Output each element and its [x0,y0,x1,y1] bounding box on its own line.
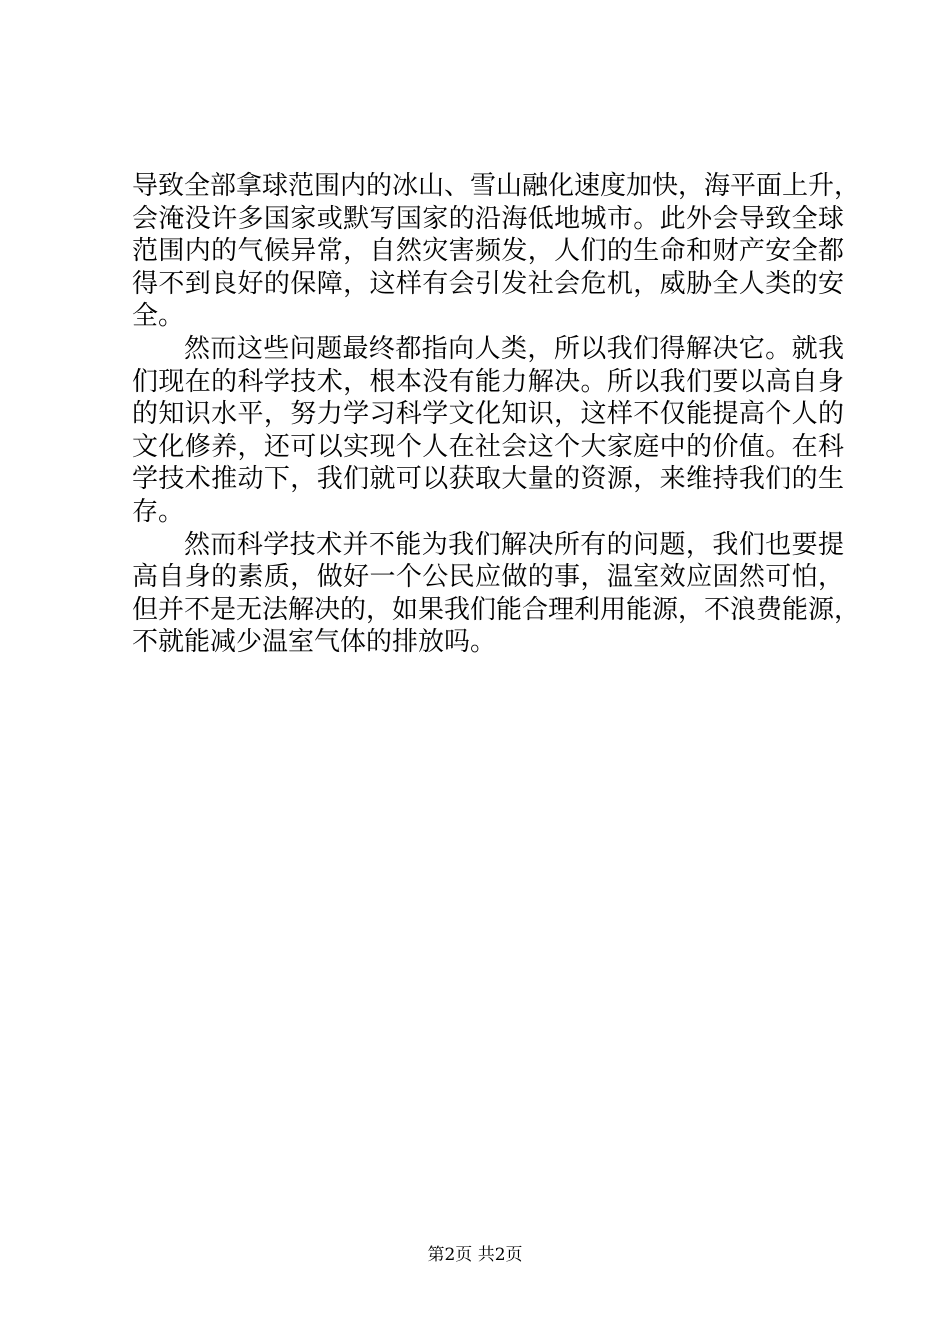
text-line: 存。 [132,496,185,527]
paragraph-2 [132,333,844,529]
text-line: 会淹没许多国家或默写国家的沿海低地城市。此外会导致全球 [132,203,844,234]
text-line: 得不到良好的保障，这样有会引发社会危机，威胁全人类的安 [132,268,844,299]
text-line: 高自身的素质，做好一个公民应做的事，温室效应固然可怕， [132,562,844,593]
text-line: 然而这些问题最终都指向人类，所以我们得解决它。就我 [184,333,844,364]
text-line: 文化修养，还可以实现个人在社会这个大家庭中的价值。在科 [132,431,844,462]
paragraph-1 [132,170,861,333]
text-line: 不就能减少温室气体的排放吗。 [132,627,497,658]
text-line: 学技术推动下，我们就可以获取大量的资源，来维持我们的生 [132,464,844,495]
page-number-footer: 第2页 共2页 [427,1245,523,1265]
text-line: 们现在的科学技术，根本没有能力解决。所以我们要以高自身 [132,366,844,397]
text-line: 但并不是无法解决的，如果我们能合理利用能源，不浪费能源， [132,594,861,625]
document-body [132,170,861,659]
text-line: 全。 [132,301,185,332]
paragraph-3 [132,529,861,659]
text-line: 的知识水平，努力学习科学文化知识，这样不仅能提高个人的 [132,399,844,430]
text-line: 然而科学技术并不能为我们解决所有的问题，我们也要提 [184,529,844,560]
text-line: 导致全部拿球范围内的冰山、雪山融化速度加快，海平面上升， [132,171,861,201]
text-line: 范围内的气候异常，自然灾害频发，人们的生命和财产安全都 [132,236,844,267]
